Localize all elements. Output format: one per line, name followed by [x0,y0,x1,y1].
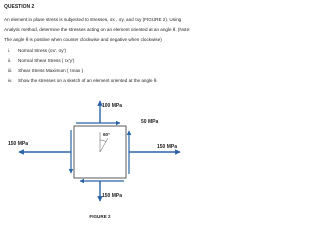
top-stress-label: 100 MPa [102,103,123,109]
left-stress-label: 150 MPa [8,141,29,147]
question-text: An element in plane stress is subjected to stresses, σx , σy, and τxy (FIGURE 2). Using Analytic method, determine the stresses acting on an element oriented at an angle θ. (Note: The angle θ is positive when counter clockwise and negative when clockwise) [4,17,191,42]
part-number: iii. [8,68,13,73]
part-number: i. [8,48,11,53]
question-heading: QUESTION 2 [4,4,35,10]
part-text: Normal Shear Stress ( τx'y') [18,58,75,63]
part-number: ii. [8,58,12,63]
part-text: Show the stresses on a sketch of an element oriented at the angle θ. [18,78,158,83]
part-number: iv. [8,78,13,83]
part-text: Shear Stress Maximum ( τmax ) [18,68,84,73]
right-stress-label: 150 MPa [157,144,178,150]
part-text: Normal Stress (σx', σy') [18,48,67,53]
figure-caption: FIGURE 2 [89,214,111,219]
shear-stress-label: 50 MPa [141,119,159,125]
bottom-stress-label: 150 MPa [102,193,123,199]
angle-label: 60° [103,132,110,137]
